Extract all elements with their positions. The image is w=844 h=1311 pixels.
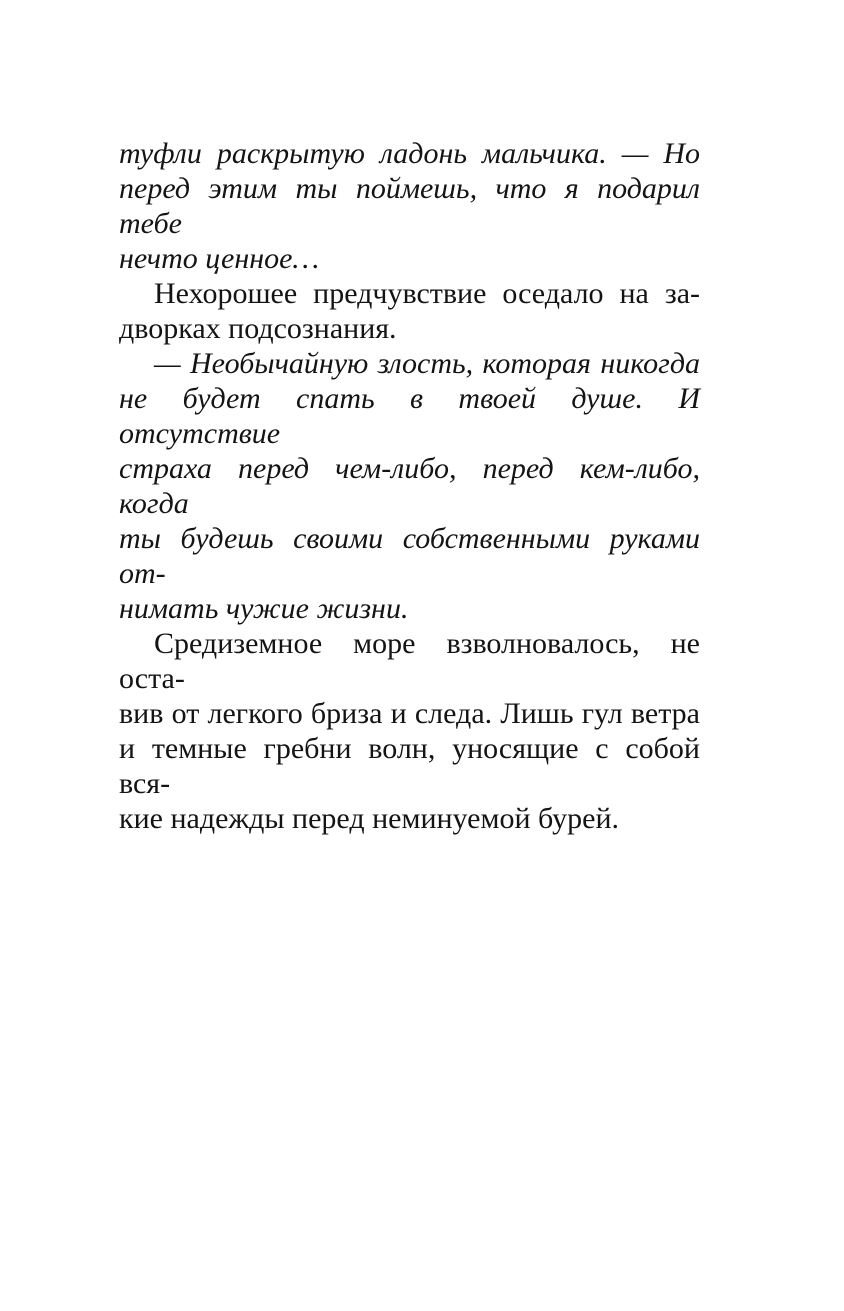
text-line: не будет спать в твоей душе. И отсутствие bbox=[119, 382, 700, 450]
text-line: — Необычайную злость, которая никогда bbox=[154, 347, 700, 380]
text-line: нимать чужие жизни. bbox=[119, 592, 409, 625]
text-line: кие надежды перед неминуемой бурей. bbox=[119, 802, 620, 835]
text-line: Нехорошее предчувствие оседало на за- bbox=[154, 277, 700, 310]
text-line: перед этим ты поймешь, что я подарил тебе bbox=[119, 172, 700, 240]
page-text-block bbox=[119, 136, 700, 836]
text-line: дворках подсознания. bbox=[119, 312, 397, 345]
text-line: Средиземное море взволновалось, не оста- bbox=[119, 627, 700, 695]
text-line: нечто ценное… bbox=[119, 242, 320, 275]
text-line: и темные гребни волн, уносящие с собой вся- bbox=[119, 732, 700, 800]
text-line: вив от легкого бриза и следа. Лишь гул ветра bbox=[119, 697, 700, 730]
text-line: страха перед чем-либо, перед кем-либо, когда bbox=[119, 452, 700, 520]
text-line: туфли раскрытую ладонь мальчика. — Но bbox=[119, 137, 700, 170]
text-line: ты будешь своими собственными руками от- bbox=[119, 522, 700, 590]
